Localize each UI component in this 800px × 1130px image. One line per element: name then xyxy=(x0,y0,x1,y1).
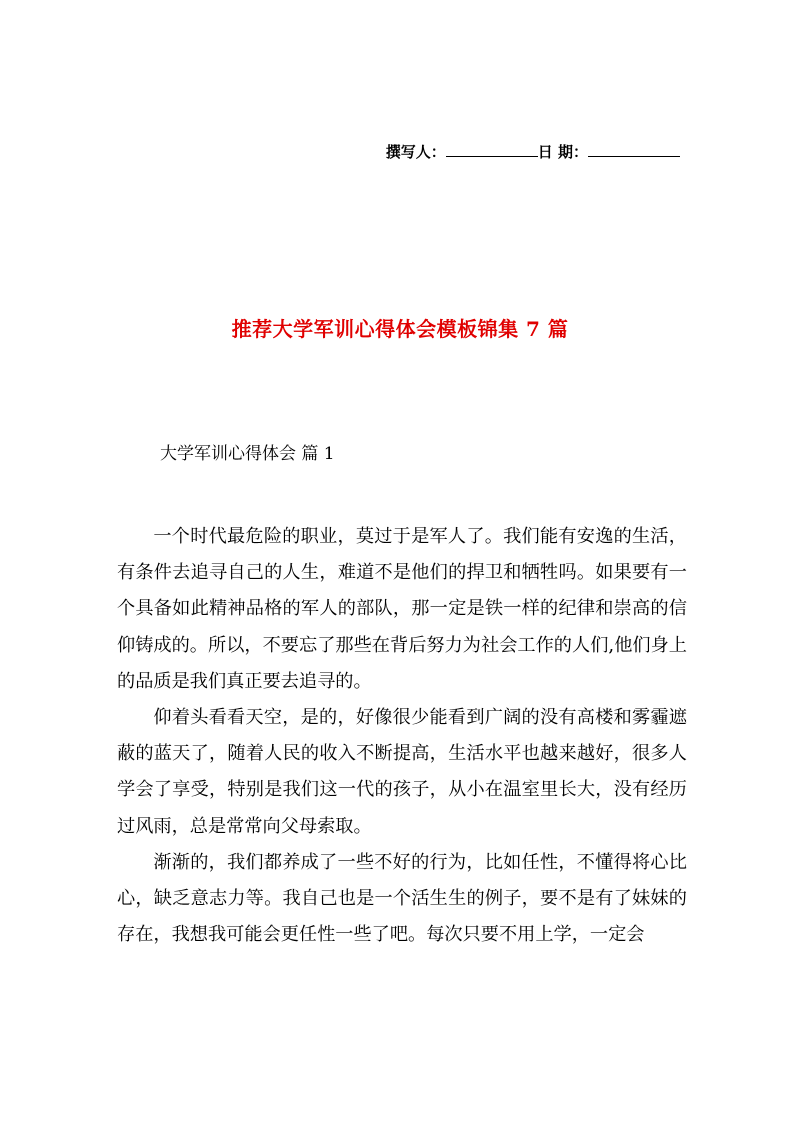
paragraph: 一个时代最危险的职业，莫过于是军人了。我们能有安逸的生活，有条件去追寻自己的人生，难道不是他们的捍卫和牺牲吗。如果要有一个具备如此精神品格的军人的部队，那一定是铁一样的纪律和崇高的信仰铸成的。所以，不要忘了那些在背后努力为社会工作的人们,他们身上的品质是我们真正要去追寻的。 xyxy=(117,526,687,692)
section-heading: 大学军训心得体会 篇 1 xyxy=(160,444,335,464)
document-body xyxy=(117,519,687,953)
author-blank xyxy=(446,143,538,157)
paragraph: 仰着头看看天空，是的，好像很少能看到广阔的没有高楼和雾霾遮蔽的蓝天了，随着人民的收入不断提高，生活水平也越来越好，很多人学会了享受，特别是我们这一代的孩子，从小在温室里长大，没有经历过风雨，总是常常向父母索取。 xyxy=(117,707,687,837)
author-date-line xyxy=(300,141,680,162)
date-label: 日 期： xyxy=(537,143,588,161)
author-label: 撰写人： xyxy=(385,143,446,161)
paragraph: 渐渐的，我们都养成了一些不好的行为，比如任性，不懂得将心比心，缺乏意志力等。我自己也是一个活生生的例子，要不是有了妹妹的存在，我想我可能会更任性一些了吧。每次只要不用上学，一定会 xyxy=(117,851,687,946)
document-title: 推荐大学军训心得体会模板锦集 7 篇 xyxy=(231,317,569,341)
date-blank xyxy=(588,143,680,157)
